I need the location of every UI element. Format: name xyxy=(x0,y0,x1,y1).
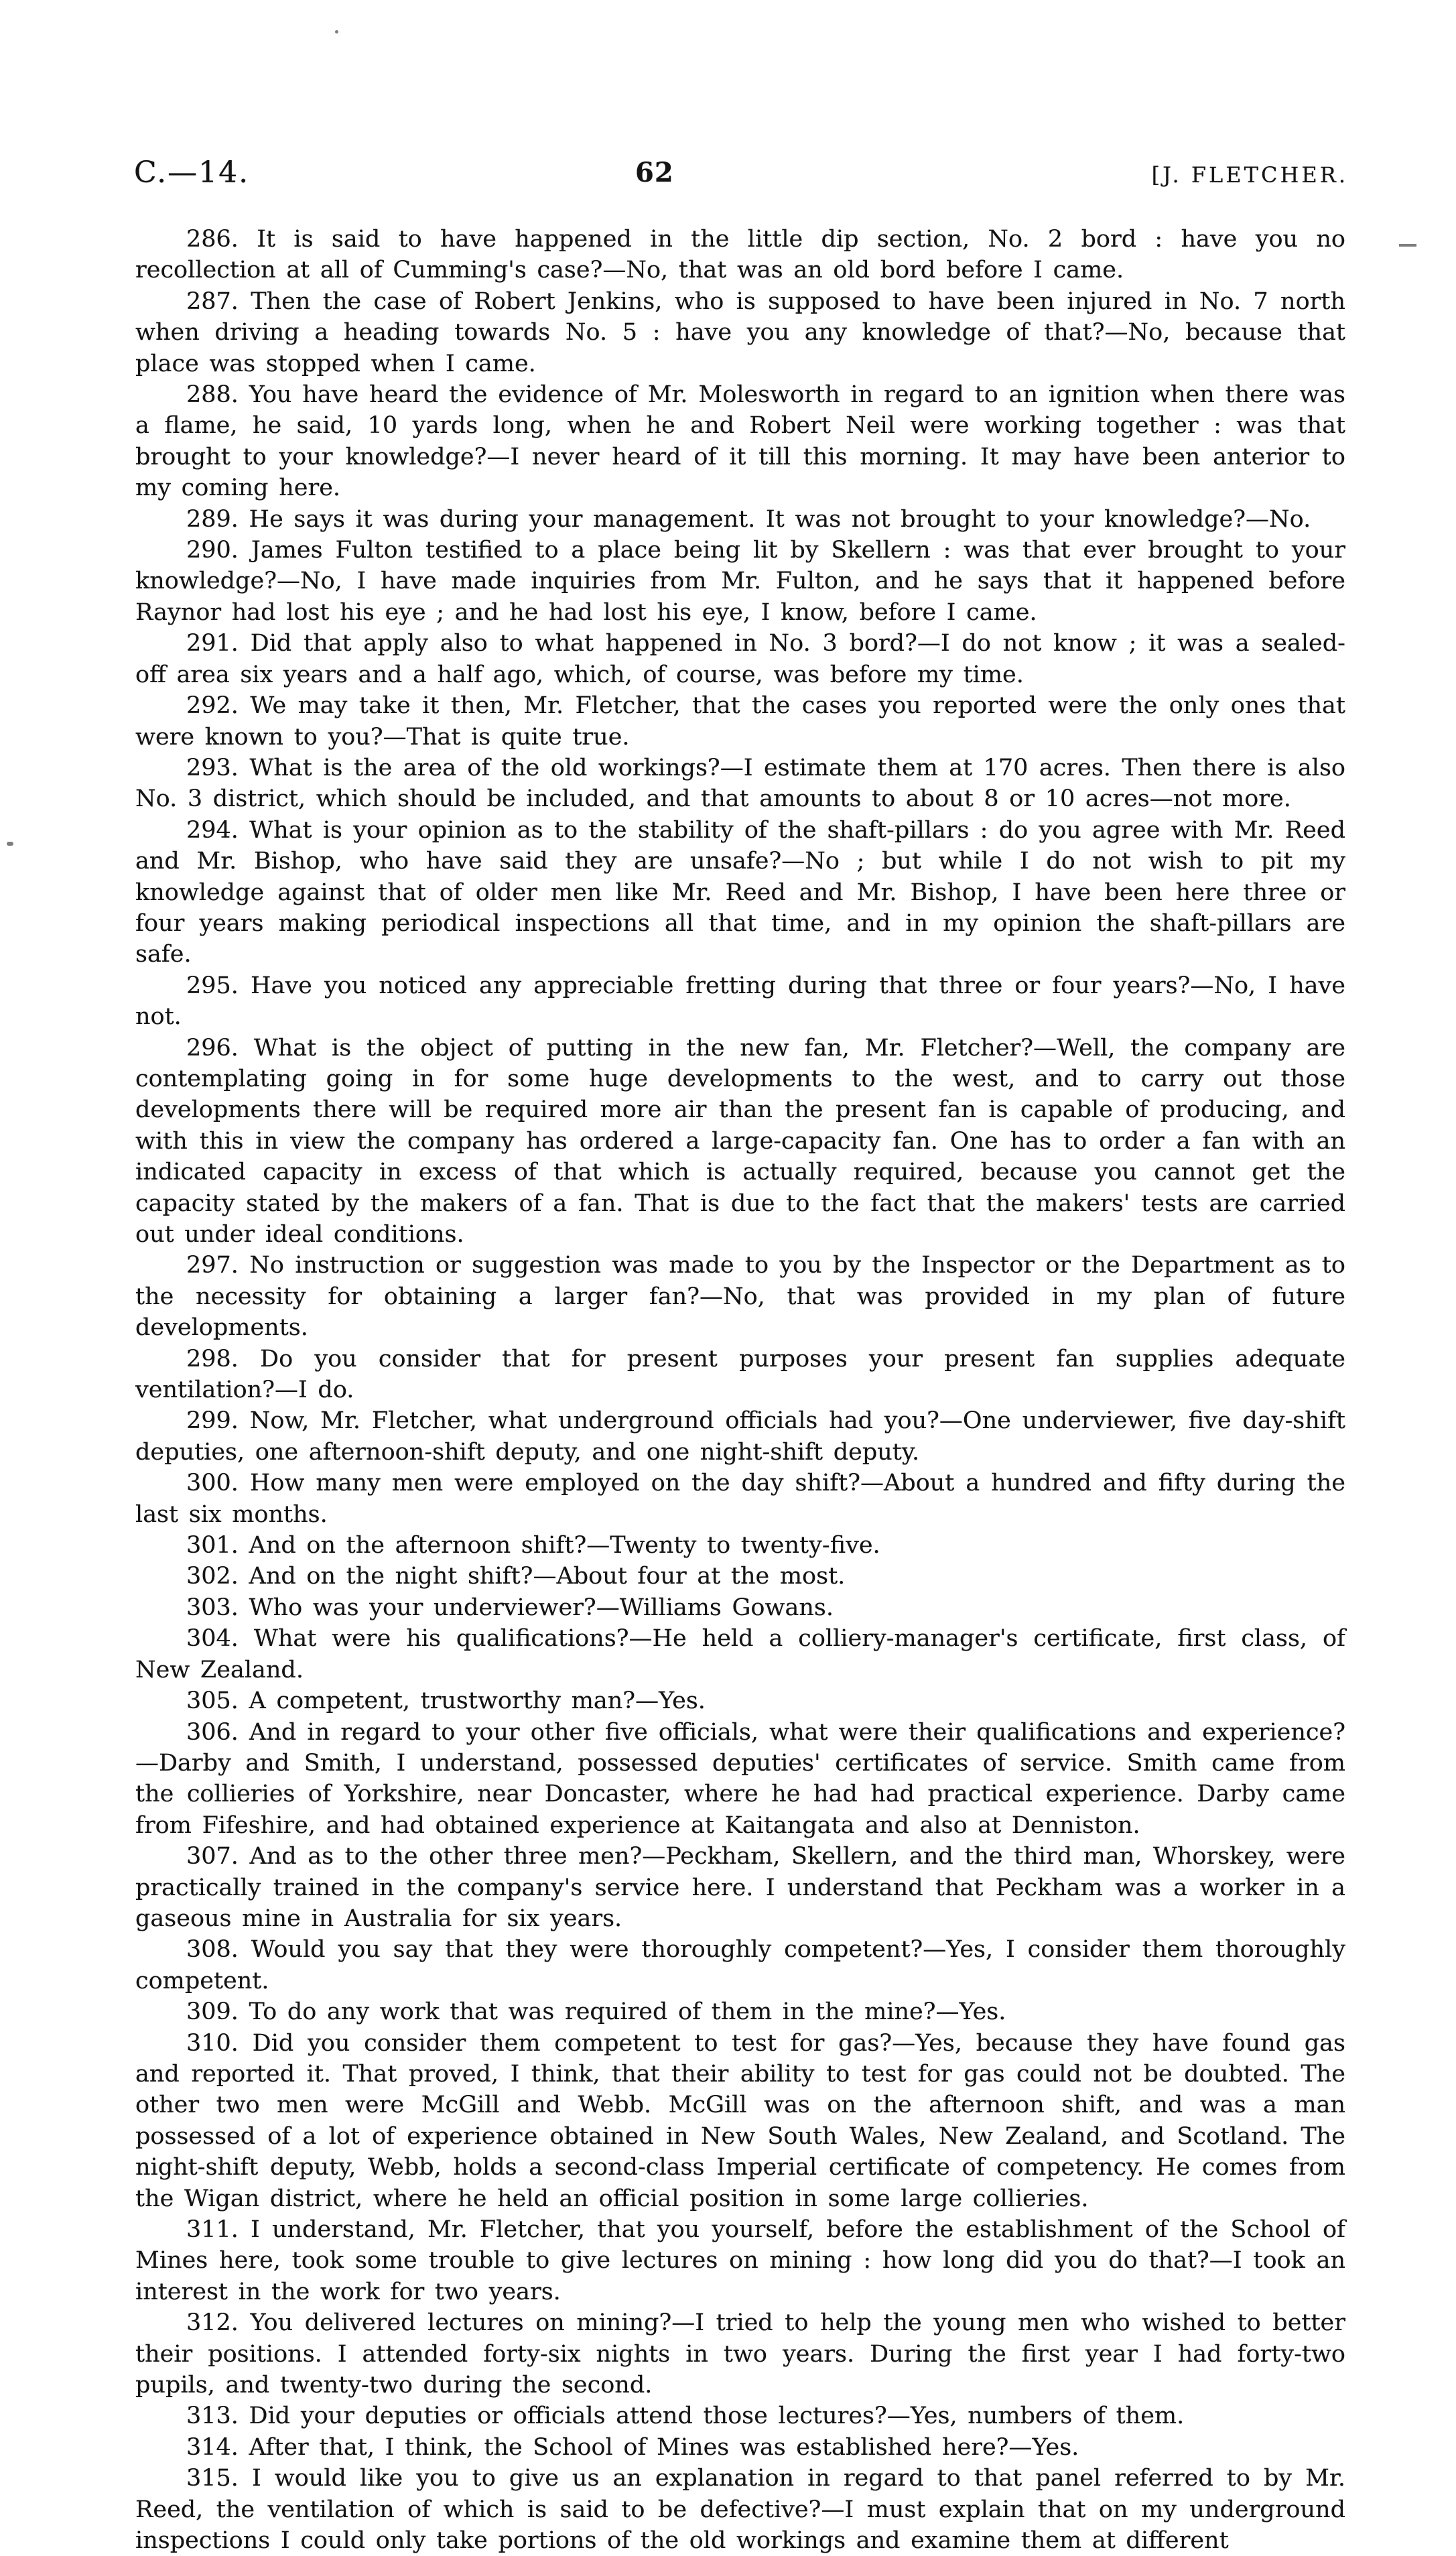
qa-paragraph: 301. And on the afternoon shift?—Twenty to twenty-five. xyxy=(186,1532,880,1559)
qa-paragraph: 300. How many men were employed on the day shift?—About a hundred and fifty during the last six months. xyxy=(135,1470,1345,1528)
qa-paragraph: 309. To do any work that was required of them in the mine?—Yes. xyxy=(186,1998,1006,2026)
testimony-text-block xyxy=(135,224,1345,2556)
qa-paragraph: 287. Then the case of Robert Jenkins, who is supposed to have been injured in No. 7 north when driving a heading towards No. 5 : have you any knowledge of that?—No, because that place was stopped when I came. xyxy=(135,287,1345,377)
qa-paragraph: 313. Did your deputies or officials attend those lectures?—Yes, numbers of them. xyxy=(186,2403,1185,2430)
page-signature: C.—14. xyxy=(134,155,250,190)
running-header xyxy=(134,155,1348,196)
scan-speck xyxy=(1399,244,1416,247)
qa-paragraph: 307. And as to the other three men?—Peckham, Skellern, and the third man, Whorskey, were practically trained in the company's service here. I understand that Peckham was a worker in a gaseous mine in Australia for six years. xyxy=(135,1843,1345,1932)
qa-paragraph: 305. A competent, trustworthy man?—Yes. xyxy=(186,1687,706,1715)
qa-paragraph: 306. And in regard to your other five officials, what were their qualifications and experience? —Darby and Smith, I understand, possessed deputies' certificates of service. Smith came from the collieries of Yorkshire, near Doncaster, where he had had practical experience. Darby came from Fifeshire, and had obtained experience at Kaitangata and also at Denniston. xyxy=(135,1718,1345,1839)
qa-paragraph: 290. James Fulton testified to a place being lit by Skellern : was that ever brought to your knowledge?—No, I have made inquiries from Mr. Fulton, and he says that it happened before Raynor had lost his eye ; and he had lost his eye, I know, before I came. xyxy=(135,537,1345,626)
qa-paragraph: 312. You delivered lectures on mining?—I tried to help the young men who wished to better their positions. I attended forty-six nights in two years. During the first year I had forty-two pupils, and twenty-two during the second. xyxy=(135,2309,1345,2399)
qa-paragraph: 299. Now, Mr. Fletcher, what underground officials had you?—One underviewer, five day-shift deputies, one afternoon-shift deputy, and one night-shift deputy. xyxy=(135,1407,1345,1466)
qa-paragraph: 288. You have heard the evidence of Mr. Molesworth in regard to an ignition when there was a flame, he said, 10 yards long, when he and Robert Neil were working together : was that brought to your knowledge?—I never heard of it till this morning. It may have been anterior to my coming here. xyxy=(135,381,1345,502)
qa-paragraph: 308. Would you say that they were thoroughly competent?—Yes, I consider them thoroughly competent. xyxy=(135,1936,1345,1994)
qa-paragraph: 304. What were his qualifications?—He held a colliery-manager's certificate, first class, of New Zealand. xyxy=(135,1625,1345,1683)
qa-paragraph: 297. No instruction or suggestion was made to you by the Inspector or the Department as to the necessity for obtaining a larger fan?—No, that was provided in my plan of future developments. xyxy=(135,1252,1345,1342)
scan-speck xyxy=(335,30,338,34)
qa-paragraph: 295. Have you noticed any appreciable fretting during that three or four years?—No, I have not. xyxy=(135,972,1345,1031)
qa-paragraph: 302. And on the night shift?—About four at the most. xyxy=(186,1563,846,1590)
qa-paragraph: 303. Who was your underviewer?—Williams Gowans. xyxy=(186,1594,834,1621)
qa-paragraph: 314. After that, I think, the School of Mines was established here?—Yes. xyxy=(186,2433,1079,2461)
qa-paragraph: 311. I understand, Mr. Fletcher, that you yourself, before the establishment of the School of Mines here, took some trouble to give lectures on mining : how long did you do that?—I took an interest in the work for two years. xyxy=(135,2216,1345,2305)
qa-paragraph: 286. It is said to have happened in the little dip section, No. 2 bord : have you no recollection at all of Cumming's case?—No, that was an old bord before I came. xyxy=(135,226,1345,284)
qa-paragraph: 292. We may take it then, Mr. Fletcher, that the cases you reported were the only ones that were known to you?—That is quite true. xyxy=(135,692,1345,751)
qa-paragraph: 296. What is the object of putting in the new fan, Mr. Fletcher?—Well, the company are contemplating going in for some huge developments to the west, and to carry out those developments there will be required more air than the present fan is capable of producing, and with this in view the company has ordered a large-capacity fan. One has to order a fan with an indicated capacity in excess of that which is actually required, because you cannot get the capacity stated by the makers of a fan. That is due to the fact that the makers' tests are carried out under ideal conditions. xyxy=(135,1034,1345,1248)
scan-speck xyxy=(7,842,13,846)
qa-paragraph: 315. I would like you to give us an explanation in regard to that panel referred to by Mr. Reed, the ventilation of which is said to be defective?—I must explain that on my underground inspections I could only take portions of the old workings and examine them at different xyxy=(135,2465,1345,2555)
qa-paragraph: 294. What is your opinion as to the stability of the shaft-pillars : do you agree with Mr. Reed and Mr. Bishop, who have said they are unsafe?—No ; but while I do not wish to pit my knowledge against that of older men like Mr. Reed and Mr. Bishop, I have been here three or four years making periodical inspections all that time, and in my opinion the shaft-pillars are safe. xyxy=(135,816,1345,968)
page-number: 62 xyxy=(635,157,674,188)
qa-paragraph: 293. What is the area of the old workings?—I estimate them at 170 acres. Then there is also No. 3 district, which should be included, and that amounts to about 8 or 10 acres—not more. xyxy=(135,754,1345,813)
qa-paragraph: 291. Did that apply also to what happened in No. 3 bord?—I do not know ; it was a sealed-off area six years and a half ago, which, of course, was before my time. xyxy=(135,630,1345,688)
qa-paragraph: 289. He says it was during your management. It was not brought to your knowledge?—No. xyxy=(186,505,1311,533)
qa-paragraph: 298. Do you consider that for present purposes your present fan supplies adequate ventilation?—I do. xyxy=(135,1345,1345,1404)
qa-paragraph: 310. Did you consider them competent to test for gas?—Yes, because they have found gas and reported it. That proved, I think, that their ability to test for gas could not be doubted. The other two men were McGill and Webb. McGill was on the afternoon shift, and was a man possessed of a lot of experience obtained in New South Wales, New Zealand, and Scotland. The night-shift deputy, Webb, holds a second-class Imperial certificate of competency. He comes from the Wigan district, where he held an official position in some large collieries. xyxy=(135,2029,1345,2212)
witness-name-header: [J. FLETCHER. xyxy=(1151,162,1348,188)
